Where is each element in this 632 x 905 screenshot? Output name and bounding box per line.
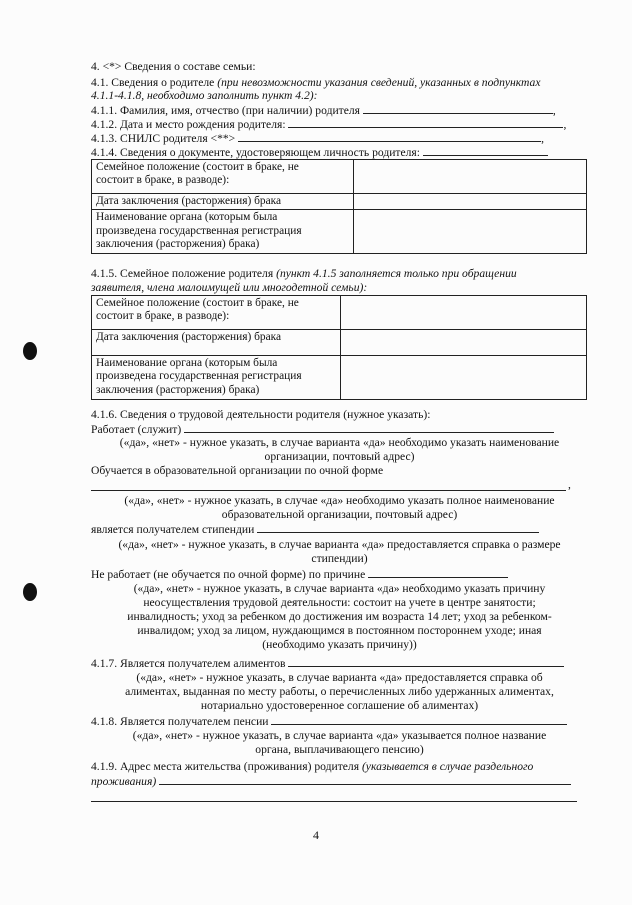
table-row (92, 330, 587, 356)
pension-note-cont: органа, выплачивающего пенсию) (255, 743, 424, 756)
section-4-1-5-heading: 4.1.5. Семейное положение родителя (пункт 4.1.5 заполняется только при обращении (91, 267, 517, 280)
alimony-note-3: нотариально удостоверенное соглашение об алиментах) (200, 699, 479, 712)
notwork-line: Не работает (не обучается по очной форме) по причине (91, 567, 588, 581)
alimony-note-2: алиментах, выданная по месту работы, о перечисленных либо удержанных алиментах, (125, 685, 554, 698)
stipend-note-cont: стипендии) (311, 552, 368, 565)
field-id-document: 4.1.4. Сведения о документе, удостоверяющем личность родителя: (91, 145, 588, 159)
alimony-line: 4.1.7. Является получателем алиментов (91, 656, 588, 670)
section-title: 4. <*> Сведения о составе семьи: (91, 60, 256, 73)
binder-hole (23, 583, 37, 601)
stipend-note: («да», «нет» - нужное указать, в случае варианта «да» предоставляется справка о размере (118, 538, 561, 551)
works-input[interactable] (184, 422, 554, 433)
full-name-input[interactable] (363, 103, 553, 114)
notwork-note-3: инвалидность; уход за ребенком до достижения им возраста 14 лет; уход за ребенком- (127, 610, 552, 623)
table-row (92, 356, 587, 400)
stipend-line: является получателем стипендии (91, 522, 588, 536)
marriage-date-value[interactable] (341, 330, 587, 356)
table-row (92, 296, 587, 330)
alimony-input[interactable] (288, 656, 564, 667)
address-input-cont[interactable] (91, 801, 577, 802)
works-line: Работает (служит) (91, 422, 588, 436)
address-heading: 4.1.9. Адрес места жительства (проживания) родителя (указывается в случае раздельного (91, 760, 534, 773)
table-row (92, 194, 587, 210)
works-note-cont: организации, почтовый адрес) (264, 450, 415, 463)
notwork-note-2: неосуществления трудовой деятельности: состоит на учете в центре занятости; (143, 596, 536, 609)
pension-line: 4.1.8. Является получателем пенсии (91, 714, 588, 728)
registration-body-value[interactable] (354, 210, 587, 254)
field-full-name: 4.1.1. Фамилия, имя, отчество (при наличии) родителя , (91, 104, 556, 117)
marital-table-2 (91, 295, 587, 400)
snils-input[interactable] (238, 131, 541, 142)
field-snils: 4.1.3. СНИЛС родителя <**> , (91, 132, 545, 145)
studies-input[interactable] (91, 490, 566, 491)
registration-body-value[interactable] (341, 356, 587, 400)
table-row (92, 210, 587, 254)
marriage-date-label: Дата заключения (расторжения) брака (92, 330, 341, 356)
marital-table-1 (91, 159, 587, 254)
marriage-date-value[interactable] (354, 194, 587, 210)
pension-note: («да», «нет» - нужное указать, в случае варианта «да» указывается полное название (132, 729, 547, 742)
marriage-date-label: Дата заключения (расторжения) брака (92, 194, 354, 210)
address-input[interactable] (159, 774, 571, 785)
studies-note: («да», «нет» - нужное указать, в случае «да» необходимо указать полное наименование (124, 494, 555, 507)
marital-status-value[interactable] (354, 160, 587, 194)
alimony-note: («да», «нет» - нужное указать, в случае варианта «да» предоставляется справка об (136, 671, 543, 684)
works-note: («да», «нет» - нужное указать, в случае варианта «да» необходимо указать наименование (119, 436, 560, 449)
notwork-note: («да», «нет» - нужное указать, в случае варианта «да» необходимо указать причину (133, 582, 546, 595)
address-line: проживания) (91, 774, 588, 788)
registration-body-label: Наименование органа (которым была произведена государственная регистрация заключения (расторжения) брака) (92, 356, 341, 400)
studies-line: Обучается в образовательной организации по очной форме (91, 464, 384, 477)
section-4-1-6-heading: 4.1.6. Сведения о трудовой деятельности родителя (нужное указать): (91, 408, 431, 421)
table-row (92, 160, 587, 194)
notwork-note-4: инвалидом; уход за лицом, нуждающимся в постоянном постороннем уходе; иная (137, 624, 542, 637)
studies-note-cont: образовательной организации, почтовый адрес) (221, 508, 458, 521)
marital-status-value[interactable] (341, 296, 587, 330)
id-document-input[interactable] (423, 145, 548, 156)
notwork-input[interactable] (368, 567, 508, 578)
registration-body-label: Наименование органа (которым была произведена государственная регистрация заключения (расторжения) брака) (92, 210, 354, 254)
field-birth: 4.1.2. Дата и место рождения родителя: , (91, 118, 567, 131)
pension-input[interactable] (271, 714, 567, 725)
binder-hole (23, 342, 37, 360)
comma: , (568, 478, 571, 491)
section-4-1-heading-cont: 4.1.1-4.1.8, необходимо заполнить пункт 4.2): (91, 89, 318, 102)
stipend-input[interactable] (257, 522, 539, 533)
marital-status-label: Семейное положение (состоит в браке, не состоит в браке, в разводе): (92, 296, 341, 330)
section-4-1-5-heading-cont: заявителя, члена малоимущей или многодетной семьи): (91, 281, 368, 294)
page-number: 4 (313, 828, 319, 842)
marital-status-label: Семейное положение (состоит в браке, не состоит в браке, в разводе): (92, 160, 354, 194)
section-4-1-heading: 4.1. Сведения о родителе (при невозможности указания сведений, указанных в подпунктах (91, 76, 541, 89)
birth-input[interactable] (288, 117, 563, 128)
notwork-note-5: (необходимо указать причину)) (262, 638, 417, 651)
